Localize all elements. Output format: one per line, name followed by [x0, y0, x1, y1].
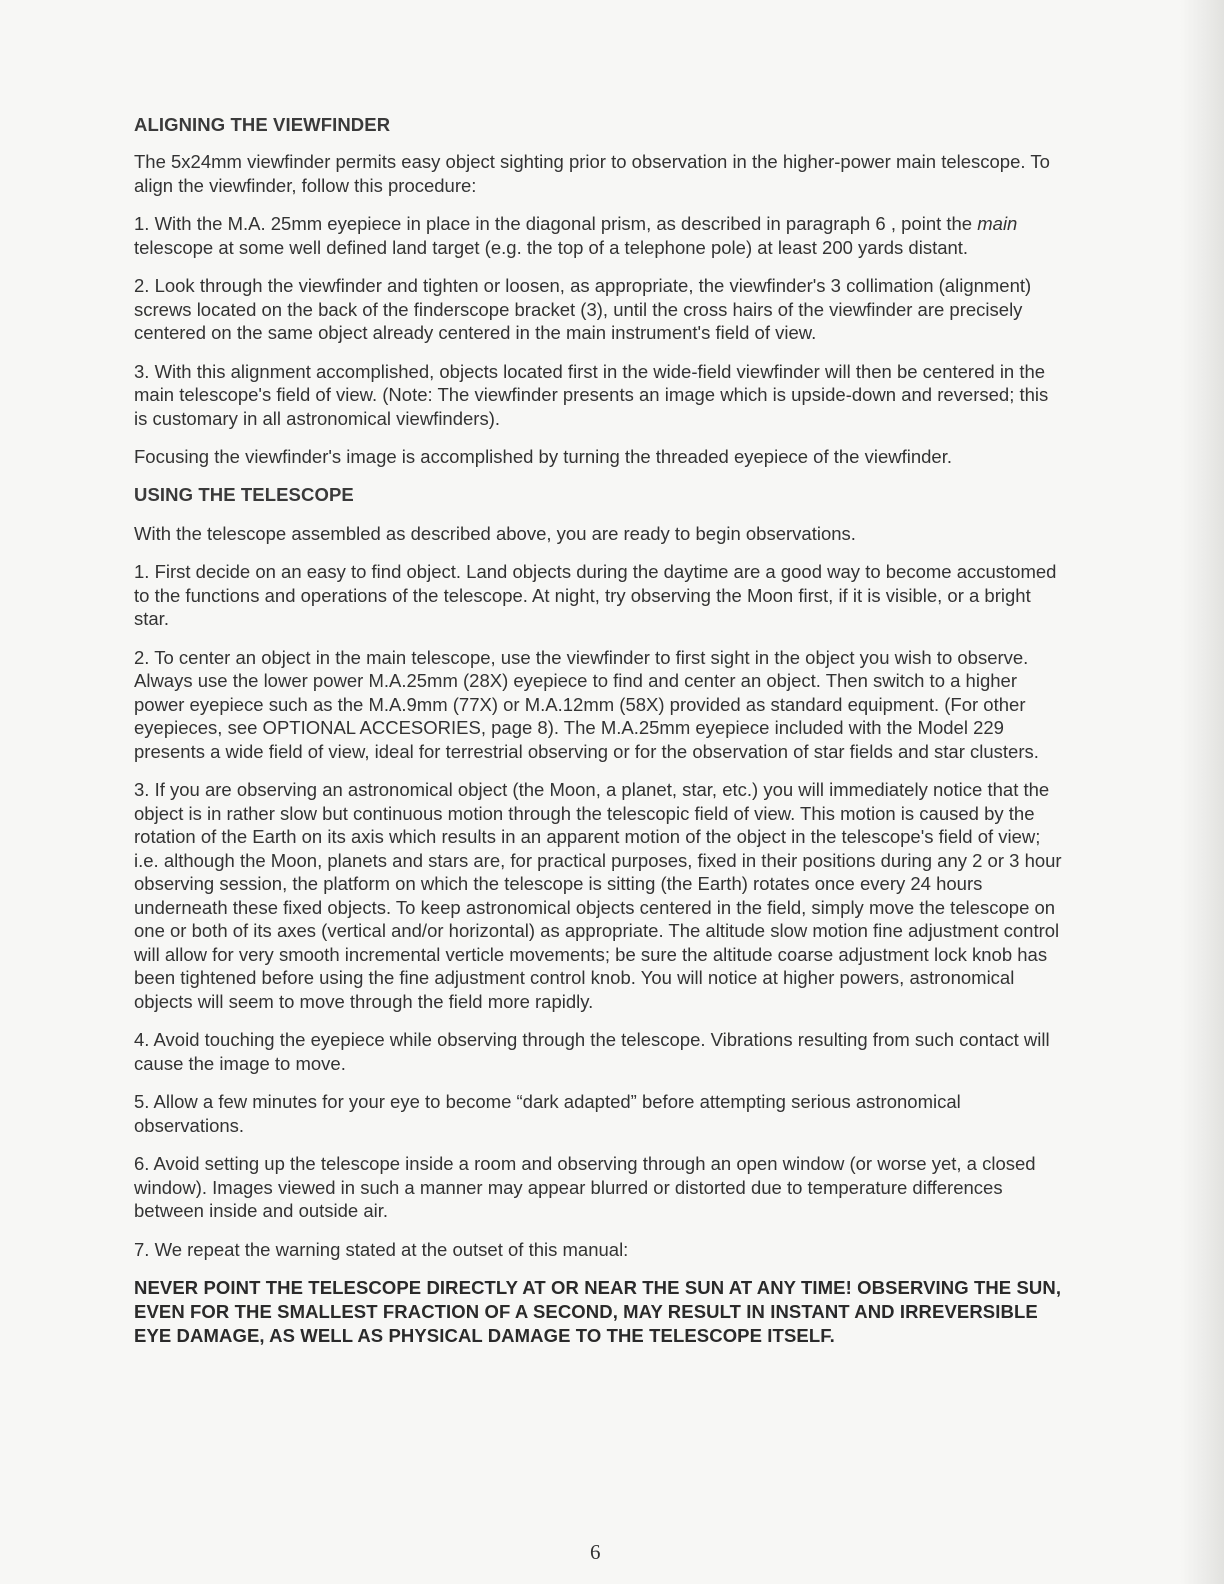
- telescope-step-1: 1. First decide on an easy to find object. Land objects during the daytime are a good way to become accustomed to the functions and operations of the telescope. At night, try observing the Moon first, if it is visible, or a bright star.: [134, 561, 1057, 629]
- section-heading-aligning-viewfinder: ALIGNING THE VIEWFINDER: [134, 114, 391, 135]
- telescope-step-7: 7. We repeat the warning stated at the outset of this manual:: [134, 1238, 629, 1260]
- manual-page: [134, 114, 1064, 1348]
- viewfinder-step-1-text-after: telescope at some well defined land target (e.g. the top of a telephone pole) at least 200 yards distant.: [134, 236, 969, 258]
- telescope-step-4: 4. Avoid touching the eyepiece while observing through the telescope. Vibrations resulting from such contact will cause the image to move.: [134, 1029, 1050, 1074]
- viewfinder-step-3: 3. With this alignment accomplished, objects located first in the wide-field viewfinder will then be centered in the main telescope's field of view. (Note: The viewfinder presents an image which is upside-down and reversed; this is customary in all astronomical viewfinders).: [134, 360, 1049, 429]
- viewfinder-step-1-emphasis: main: [977, 213, 1018, 234]
- telescope-step-6: 6. Avoid setting up the telescope inside a room and observing through an open window (or worse yet, a closed window). Images viewed in such a manner may appear blurred or distorted due to temperature differences between inside and outside air.: [134, 1153, 1036, 1221]
- telescope-step-3: 3. If you are observing an astronomical object (the Moon, a planet, star, etc.) you will immediately notice that the object is in rather slow but continuous motion through the telescopic field of view. This motion is caused by the rotation of the Earth on its axis which results in an apparent motion of the object in the telescope's field of view; i.e. although the Moon, planets and stars are, for practical purposes, fixed in their positions during any 2 or 3 hour observing session, the platform on which the telescope is sitting (the Earth) rotates once every 24 hours underneath these fixed objects. To keep astronomical objects centered in the field, simply move the telescope on one or both of its axes (vertical and/or horizontal) as appropriate. The altitude slow motion fine adjustment control will allow for very smooth incremental verticle movements; be sure the altitude coarse adjustment lock knob has been tightened before using the fine adjustment control knob. You will notice at higher powers, astronomical objects will seem to move through the field more rapidly.: [134, 779, 1062, 1012]
- section-heading-using-telescope: USING THE TELESCOPE: [134, 483, 354, 505]
- viewfinder-step-1-text-before: 1. With the M.A. 25mm eyepiece in place in the diagonal prism, as described in paragraph 6 , point the: [134, 213, 978, 234]
- viewfinder-step-1: [134, 212, 1064, 259]
- viewfinder-intro-paragraph: The 5x24mm viewfinder permits easy object sighting prior to observation in the higher-power main telescope. To align the viewfinder, follow this procedure:: [134, 151, 1050, 196]
- viewfinder-focusing-paragraph: Focusing the viewfinder's image is accomplished by turning the threaded eyepiece of the viewfinder.: [134, 446, 952, 467]
- sun-warning: NEVER POINT THE TELESCOPE DIRECTLY AT OR NEAR THE SUN AT ANY TIME! OBSERVING THE SUN, EVEN FOR THE SMALLEST FRACTION OF A SECOND, MAY RESULT IN INSTANT AND IRREVERSIBLE EYE DAMAGE, AS WELL AS PHYSICAL DAMAGE TO THE TELESCOPE ITSELF.: [134, 1277, 1062, 1346]
- page-edge-shadow: [1180, 0, 1224, 1584]
- telescope-intro-paragraph: With the telescope assembled as described above, you are ready to begin observations.: [134, 522, 856, 544]
- telescope-step-2: 2. To center an object in the main telescope, use the viewfinder to first sight in the object you wish to observe. Always use the lower power M.A.25mm (28X) eyepiece to find and center an object. Then switch to a higher power eyepiece such as the M.A.9mm (77X) or M.A.12mm (58X) provided as standard equipment. (For other eyepieces, see OPTIONAL ACCESORIES, page 8). The M.A.25mm eyepiece included with the Model 229 presents a wide field of view, ideal for terrestrial observing or for the observation of star fields and star clusters.: [134, 646, 1039, 762]
- page-number: 6: [590, 1540, 601, 1564]
- viewfinder-step-2: 2. Look through the viewfinder and tighten or loosen, as appropriate, the viewfinder's 3 collimation (alignment) screws located on the back of the finderscope bracket (3), until the cross hairs of the viewfinder are precisely centered on the same object already centered in the main instrument's field of view.: [134, 275, 1032, 343]
- telescope-step-5: 5. Allow a few minutes for your eye to become “dark adapted” before attempting serious astronomical observations.: [134, 1091, 961, 1136]
